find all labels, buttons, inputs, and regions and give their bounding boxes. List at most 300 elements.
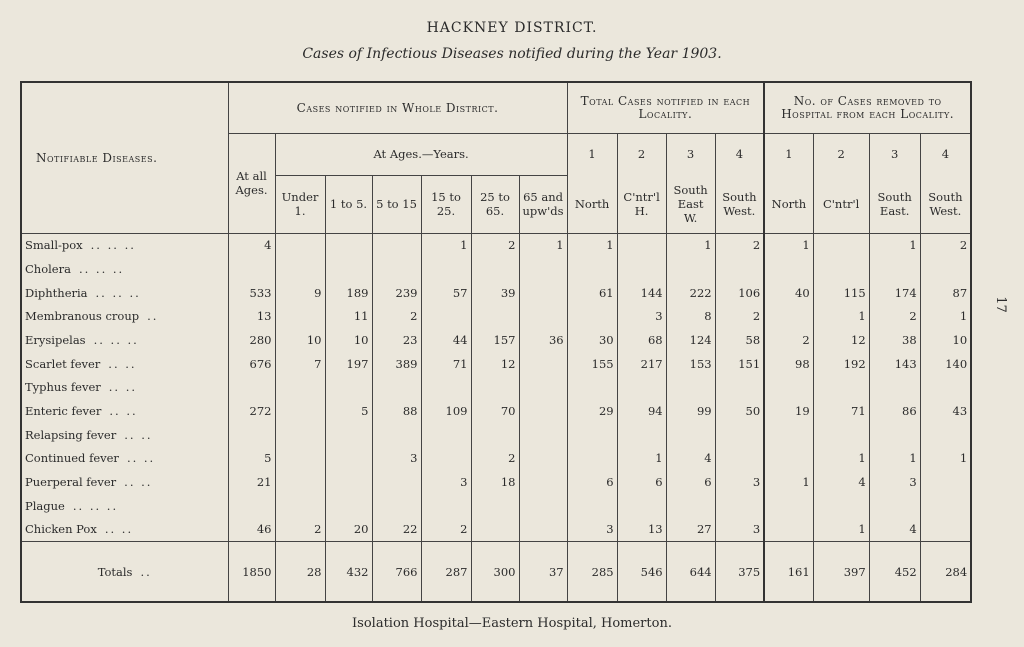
header-cases-whole-district: Cases notified in Whole District.: [228, 82, 567, 133]
count-cell: 217: [617, 352, 666, 376]
count-cell: [666, 423, 715, 447]
count-cell: [275, 399, 325, 423]
count-cell: 222: [666, 281, 715, 305]
count-cell: 99: [666, 399, 715, 423]
count-cell: 280: [228, 328, 275, 352]
count-cell: 1: [567, 233, 617, 257]
footer-note: Isolation Hospital—Eastern Hospital, Homerton.: [352, 616, 672, 631]
count-cell: 40: [764, 281, 813, 305]
hospital-name-header: North: [764, 175, 813, 233]
count-cell: 3: [715, 470, 764, 494]
leader-dots: .. .. ..: [90, 238, 136, 253]
disease-name-cell: [21, 423, 228, 447]
locality-number: 1: [567, 133, 617, 175]
count-cell: 10: [920, 328, 971, 352]
leader-dots: ..: [147, 309, 159, 324]
hospital-number: 2: [813, 133, 869, 175]
age-group-header: 5 to 15: [372, 175, 421, 233]
count-cell: [228, 423, 275, 447]
count-cell: [617, 423, 666, 447]
age-group-header: Under 1.: [275, 175, 325, 233]
count-cell: [813, 423, 869, 447]
totals-label: Totals: [97, 564, 133, 579]
disease-name: Continued fever: [25, 451, 119, 466]
count-cell: [617, 494, 666, 518]
count-cell: 36: [519, 328, 567, 352]
count-cell: [715, 446, 764, 470]
count-cell: [666, 494, 715, 518]
count-cell: [471, 517, 519, 541]
count-cell: 4: [869, 517, 920, 541]
count-cell: 143: [869, 352, 920, 376]
count-cell: 46: [228, 517, 275, 541]
total-cell: 452: [869, 542, 920, 602]
count-cell: 106: [715, 281, 764, 305]
count-cell: 1: [920, 305, 971, 329]
count-cell: 1: [617, 446, 666, 470]
count-cell: 1: [869, 233, 920, 257]
count-cell: [228, 376, 275, 400]
count-cell: 1: [764, 470, 813, 494]
count-cell: [617, 257, 666, 281]
table-row: [21, 257, 971, 281]
count-cell: 115: [813, 281, 869, 305]
count-cell: 39: [471, 281, 519, 305]
table-row: [21, 446, 971, 470]
locality-name-header: C'ntr'l H.: [617, 175, 666, 233]
leader-dots: .. ..: [126, 451, 156, 466]
count-cell: 71: [813, 399, 869, 423]
count-cell: 12: [471, 352, 519, 376]
hospital-number: 3: [869, 133, 920, 175]
count-cell: [325, 257, 372, 281]
disease-name: Typhus fever: [25, 380, 101, 395]
count-cell: 6: [666, 470, 715, 494]
count-cell: [325, 494, 372, 518]
leader-dots: .. ..: [109, 403, 138, 418]
count-cell: 94: [617, 399, 666, 423]
count-cell: 3: [617, 305, 666, 329]
count-cell: 27: [666, 517, 715, 541]
count-cell: 174: [869, 281, 920, 305]
count-cell: [372, 470, 421, 494]
count-cell: [421, 494, 471, 518]
table-body: [21, 233, 971, 602]
count-cell: [372, 376, 421, 400]
age-group-header: 25 to 65.: [471, 175, 519, 233]
total-cell: 284: [920, 542, 971, 602]
count-cell: 2: [471, 446, 519, 470]
count-cell: 109: [421, 399, 471, 423]
count-cell: 58: [715, 328, 764, 352]
count-cell: 1: [920, 446, 971, 470]
count-cell: [715, 423, 764, 447]
count-cell: [421, 423, 471, 447]
count-cell: 6: [617, 470, 666, 494]
leader-dots: .. ..: [124, 474, 153, 489]
locality-name-header: South East W.: [666, 175, 715, 233]
table-caption: Cases of Infectious Diseases notified during the Year 1903.: [302, 46, 722, 62]
count-cell: 3: [567, 517, 617, 541]
count-cell: [421, 257, 471, 281]
count-cell: 3: [372, 446, 421, 470]
count-cell: 44: [421, 328, 471, 352]
hospital-number: 1: [764, 133, 813, 175]
count-cell: 4: [666, 446, 715, 470]
count-cell: 87: [920, 281, 971, 305]
count-cell: [764, 423, 813, 447]
page-number: 17: [992, 296, 1008, 313]
locality-name-header: South West.: [715, 175, 764, 233]
count-cell: 3: [715, 517, 764, 541]
count-cell: 5: [228, 446, 275, 470]
count-cell: [617, 233, 666, 257]
total-cell: 375: [715, 542, 764, 602]
disease-name-cell: [21, 352, 228, 376]
count-cell: 1: [813, 305, 869, 329]
count-cell: 88: [372, 399, 421, 423]
total-cell: 397: [813, 542, 869, 602]
count-cell: [920, 494, 971, 518]
count-cell: 2: [715, 233, 764, 257]
header-at-all-ages: At all Ages.: [228, 133, 275, 233]
page-title: HACKNEY DISTRICT.: [426, 20, 598, 36]
count-cell: 50: [715, 399, 764, 423]
hospital-name-header: C'ntr'l: [813, 175, 869, 233]
disease-name-cell: [21, 305, 228, 329]
total-cell: 287: [421, 542, 471, 602]
disease-name: Relapsing fever: [25, 427, 117, 442]
count-cell: [519, 470, 567, 494]
count-cell: 23: [372, 328, 421, 352]
count-cell: 2: [764, 328, 813, 352]
count-cell: 20: [325, 517, 372, 541]
count-cell: 13: [617, 517, 666, 541]
count-cell: 272: [228, 399, 275, 423]
count-cell: [275, 494, 325, 518]
table-row: [21, 352, 971, 376]
count-cell: [519, 446, 567, 470]
leader-dots: .. .. ..: [95, 285, 141, 300]
count-cell: 151: [715, 352, 764, 376]
count-cell: [869, 423, 920, 447]
count-cell: 68: [617, 328, 666, 352]
disease-name-cell: [21, 517, 228, 541]
count-cell: [617, 376, 666, 400]
count-cell: [421, 305, 471, 329]
count-cell: 140: [920, 352, 971, 376]
leader-dots: .. .. ..: [93, 333, 139, 348]
count-cell: [813, 233, 869, 257]
count-cell: 22: [372, 517, 421, 541]
count-cell: [519, 281, 567, 305]
count-cell: [764, 446, 813, 470]
count-cell: 21: [228, 470, 275, 494]
count-cell: [471, 494, 519, 518]
table-row: [21, 305, 971, 329]
count-cell: [567, 494, 617, 518]
count-cell: [764, 257, 813, 281]
count-cell: 10: [275, 328, 325, 352]
disease-name: Membranous croup: [25, 309, 140, 324]
count-cell: [666, 376, 715, 400]
count-cell: 2: [275, 517, 325, 541]
total-cell: 1850: [228, 542, 275, 602]
total-cell: 161: [764, 542, 813, 602]
count-cell: [275, 257, 325, 281]
count-cell: 9: [275, 281, 325, 305]
count-cell: [372, 494, 421, 518]
header-removed-to-hospital: No. of Cases removed to Hospital from each Locality.: [764, 82, 971, 133]
count-cell: 10: [325, 328, 372, 352]
count-cell: [228, 257, 275, 281]
header-total-cases-locality: Total Cases notified in each Locality.: [567, 82, 764, 133]
count-cell: [567, 423, 617, 447]
count-cell: [920, 470, 971, 494]
count-cell: [325, 376, 372, 400]
count-cell: [715, 257, 764, 281]
total-cell: 546: [617, 542, 666, 602]
hospital-name-header: South East.: [869, 175, 920, 233]
disease-name: Small-pox: [25, 238, 83, 253]
count-cell: 86: [869, 399, 920, 423]
count-cell: [715, 494, 764, 518]
disease-name: Erysipelas: [25, 333, 86, 348]
hospital-number: 4: [920, 133, 971, 175]
leader-dots: .. ..: [104, 522, 134, 537]
disease-name: Plague: [25, 498, 65, 513]
table-row: [21, 399, 971, 423]
disease-name-cell: [21, 470, 228, 494]
disease-name-cell: [21, 376, 228, 400]
count-cell: [471, 376, 519, 400]
count-cell: [920, 517, 971, 541]
count-cell: 43: [920, 399, 971, 423]
infectious-diseases-table: [20, 81, 972, 603]
count-cell: [228, 494, 275, 518]
table-row: [21, 494, 971, 518]
total-cell: 300: [471, 542, 519, 602]
count-cell: 57: [421, 281, 471, 305]
count-cell: 144: [617, 281, 666, 305]
count-cell: 19: [764, 399, 813, 423]
count-cell: [567, 257, 617, 281]
count-cell: 3: [869, 470, 920, 494]
count-cell: [920, 257, 971, 281]
count-cell: 2: [920, 233, 971, 257]
locality-name-header: North: [567, 175, 617, 233]
count-cell: [813, 257, 869, 281]
count-cell: 4: [228, 233, 275, 257]
table-row: [21, 233, 971, 257]
count-cell: [275, 233, 325, 257]
count-cell: [869, 257, 920, 281]
count-cell: [421, 376, 471, 400]
count-cell: [421, 446, 471, 470]
disease-name-cell: [21, 494, 228, 518]
count-cell: [519, 399, 567, 423]
count-cell: 2: [471, 233, 519, 257]
count-cell: 8: [666, 305, 715, 329]
count-cell: [372, 423, 421, 447]
table-row: [21, 376, 971, 400]
count-cell: [275, 423, 325, 447]
count-cell: [325, 423, 372, 447]
disease-name: Puerperal fever: [25, 474, 117, 489]
count-cell: 1: [813, 517, 869, 541]
locality-number: 2: [617, 133, 666, 175]
count-cell: [275, 446, 325, 470]
disease-name: Cholera: [25, 262, 71, 277]
count-cell: 1: [813, 446, 869, 470]
totals-row: [21, 542, 971, 602]
count-cell: 389: [372, 352, 421, 376]
table-row: [21, 517, 971, 541]
count-cell: [275, 376, 325, 400]
count-cell: 70: [471, 399, 519, 423]
count-cell: [275, 470, 325, 494]
count-cell: [567, 376, 617, 400]
count-cell: 1: [869, 446, 920, 470]
leader-dots: .. ..: [108, 356, 137, 371]
count-cell: [519, 305, 567, 329]
count-cell: [813, 494, 869, 518]
count-cell: 30: [567, 328, 617, 352]
count-cell: 6: [567, 470, 617, 494]
count-cell: [764, 517, 813, 541]
table-row: [21, 281, 971, 305]
count-cell: 4: [813, 470, 869, 494]
leader-dots: .. .. ..: [72, 498, 119, 513]
count-cell: [325, 446, 372, 470]
count-cell: 533: [228, 281, 275, 305]
disease-name: Diphtheria: [25, 285, 88, 300]
count-cell: [813, 376, 869, 400]
totals-label-cell: [21, 542, 228, 602]
count-cell: [869, 376, 920, 400]
leader-dots: .. .. ..: [78, 262, 125, 277]
count-cell: [764, 494, 813, 518]
count-cell: [869, 494, 920, 518]
count-cell: [519, 352, 567, 376]
count-cell: [325, 233, 372, 257]
count-cell: 1: [666, 233, 715, 257]
total-cell: 285: [567, 542, 617, 602]
leader-dots: .. ..: [124, 427, 153, 442]
age-group-header: 65 and upw'ds: [519, 175, 567, 233]
count-cell: 71: [421, 352, 471, 376]
count-cell: 2: [372, 305, 421, 329]
header-notifiable-diseases: Notifiable Diseases.: [21, 82, 228, 233]
leader-dots: ..: [140, 564, 152, 579]
count-cell: [471, 423, 519, 447]
count-cell: 13: [228, 305, 275, 329]
age-group-header: 1 to 5.: [325, 175, 372, 233]
hospital-name-header: South West.: [920, 175, 971, 233]
total-cell: 432: [325, 542, 372, 602]
disease-name-cell: [21, 257, 228, 281]
disease-name: Scarlet fever: [25, 356, 101, 371]
count-cell: 2: [715, 305, 764, 329]
count-cell: [715, 376, 764, 400]
count-cell: [519, 423, 567, 447]
total-cell: 644: [666, 542, 715, 602]
count-cell: [764, 305, 813, 329]
count-cell: [519, 257, 567, 281]
total-cell: 766: [372, 542, 421, 602]
disease-name: Enteric fever: [25, 403, 102, 418]
total-cell: 28: [275, 542, 325, 602]
count-cell: 61: [567, 281, 617, 305]
count-cell: [519, 517, 567, 541]
count-cell: [471, 305, 519, 329]
count-cell: 155: [567, 352, 617, 376]
count-cell: [372, 233, 421, 257]
count-cell: [666, 257, 715, 281]
count-cell: [567, 446, 617, 470]
count-cell: 12: [813, 328, 869, 352]
count-cell: 18: [471, 470, 519, 494]
count-cell: 189: [325, 281, 372, 305]
count-cell: 1: [764, 233, 813, 257]
count-cell: 1: [519, 233, 567, 257]
locality-number: 3: [666, 133, 715, 175]
count-cell: 124: [666, 328, 715, 352]
table-row: [21, 328, 971, 352]
count-cell: 239: [372, 281, 421, 305]
disease-name-cell: [21, 328, 228, 352]
count-cell: [471, 257, 519, 281]
total-cell: 37: [519, 542, 567, 602]
leader-dots: .. ..: [108, 380, 138, 395]
count-cell: [519, 494, 567, 518]
count-cell: [372, 257, 421, 281]
header-at-ages-years: At Ages.—Years.: [275, 133, 567, 175]
count-cell: 1: [421, 233, 471, 257]
count-cell: 153: [666, 352, 715, 376]
count-cell: 3: [421, 470, 471, 494]
locality-number: 4: [715, 133, 764, 175]
disease-name-cell: [21, 446, 228, 470]
count-cell: [275, 305, 325, 329]
count-cell: [325, 470, 372, 494]
disease-name-cell: [21, 399, 228, 423]
count-cell: 7: [275, 352, 325, 376]
count-cell: [920, 423, 971, 447]
count-cell: 11: [325, 305, 372, 329]
disease-name-cell: [21, 281, 228, 305]
age-group-header: 15 to 25.: [421, 175, 471, 233]
count-cell: 157: [471, 328, 519, 352]
count-cell: [519, 376, 567, 400]
table-row: [21, 470, 971, 494]
count-cell: 2: [421, 517, 471, 541]
table-row: [21, 423, 971, 447]
count-cell: 98: [764, 352, 813, 376]
count-cell: [920, 376, 971, 400]
count-cell: 197: [325, 352, 372, 376]
count-cell: [764, 376, 813, 400]
count-cell: 2: [869, 305, 920, 329]
disease-name: Chicken Pox: [25, 522, 97, 537]
count-cell: 5: [325, 399, 372, 423]
count-cell: 676: [228, 352, 275, 376]
count-cell: 192: [813, 352, 869, 376]
disease-name-cell: [21, 233, 228, 257]
count-cell: 38: [869, 328, 920, 352]
count-cell: [567, 305, 617, 329]
count-cell: 29: [567, 399, 617, 423]
